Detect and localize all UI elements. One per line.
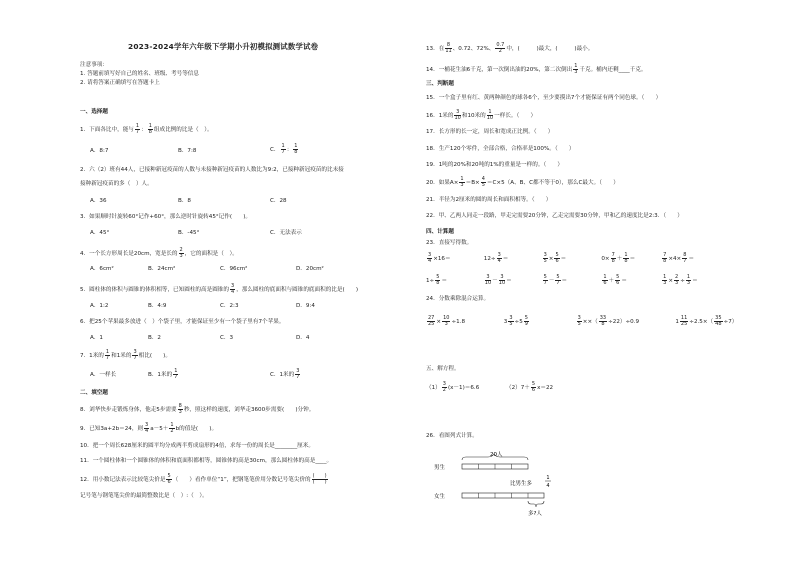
- q2-option-b: B．8: [178, 198, 191, 204]
- fraction: $\frac{3}{7}$: [296, 368, 300, 381]
- fraction: $\frac{1}{8}$: [148, 123, 152, 136]
- question-2-line-1: 2．六（2）班有44人，已接种新冠疫苗的人数与未接种新冠疫苗的人数比为9:2，已接种新冠疫苗的比未接: [80, 167, 344, 173]
- calc-item: $\frac{3}{5}$ × $\frac{5}{6}$ ＝: [543, 252, 567, 265]
- question-7: 7．1米的 $\frac{1}{7}$ 和1米的 $\frac{3}{7}$ 相比( )。: [80, 349, 171, 362]
- fraction: $\frac{1}{2}$: [170, 422, 174, 435]
- notice-item-1: 1. 答题前填写好自己的姓名、班级、考号等信息: [80, 71, 199, 77]
- q5-option-a: A．1:2: [90, 303, 109, 309]
- q7-option-c: C．1米的 $\frac{3}{7}$: [270, 368, 300, 381]
- q24-expressions: [426, 316, 737, 327]
- more-label: 比男生多: [510, 481, 533, 487]
- fraction: $\frac{8}{3}$: [178, 403, 182, 416]
- q7-option-b: B．1米的 $\frac{1}{7}$: [148, 368, 178, 381]
- section-heading-choice: 一、选择题: [80, 109, 108, 115]
- q3-option-b: B．-45°: [178, 230, 200, 236]
- q1-stem-a: 1．下面各比中，能与: [80, 127, 134, 134]
- page-title: 2023-2024学年六年级下学期小升初模拟测试数学试卷: [128, 42, 319, 51]
- question-5: 5．圆柱体的体积与圆锥的体积相等，已知圆柱的高是圆锥的 $\frac{3}{4}$ ，那么圆柱的底面积与圆锥的底面积的比是( ): [80, 283, 359, 296]
- bottom-brace: [528, 501, 544, 507]
- q1-option-a: A．8:7: [90, 148, 109, 154]
- fraction: $\frac{3}{4}$: [231, 283, 235, 296]
- fraction: $\frac{0.7}{2}$: [496, 42, 505, 55]
- question-12-line-2: 记号笔与钢笔笔尖价的最简整数比是（ ）:（ ）。: [80, 493, 208, 499]
- fraction: $\frac{1}{7}$: [105, 349, 110, 362]
- fraction: $\frac{3}{4}$: [145, 422, 149, 435]
- notice-heading: 注意事项：: [80, 62, 108, 68]
- question-19: 19．1吨的20%和20吨的1%的重量是一样的。（ ）: [426, 162, 563, 168]
- section-heading-equation: 五、解方程。: [426, 366, 460, 372]
- fraction: $\frac{3}{2}$: [442, 381, 446, 394]
- fraction: $\frac{1}{3}$: [574, 63, 578, 76]
- q4-option-a: A．6cm²: [90, 266, 114, 272]
- calc-item: 3 $\frac{3}{5}$ ÷5 $\frac{5}{9}$: [503, 315, 528, 328]
- question-6: 6．把25个苹果最多放进（ ）个袋子里，才能保证至少有一个袋子里有7个苹果。: [80, 319, 285, 325]
- calc-item: 1 $\frac{11}{25}$ ÷2.5×（ $\frac{35}{48}$ ÷7）: [675, 315, 738, 328]
- equation-1: （1） $\frac{3}{2}$ (x－1)＝6.6: [426, 381, 480, 394]
- question-4: 4．一个长方形周长是20cm，宽是长的 $\frac{2}{3}$ ，它的面积是（ ）。: [80, 247, 238, 260]
- question-23-label: 23．直接写得数。: [426, 240, 473, 246]
- q6-option-d: D．4: [296, 335, 310, 341]
- question-mark-label: 多?人: [528, 511, 542, 517]
- q1-option-b: B．7:8: [178, 148, 197, 154]
- question-22: 22．甲、乙两人同走一段路，甲走完需要20分钟，乙走完需要30分钟，甲和乙的速度比是2:3．（ ）: [426, 213, 683, 219]
- fraction: $\frac{2}{3}$: [179, 247, 183, 260]
- fraction: $\frac{3}{10}$: [454, 109, 461, 122]
- q2-option-a: A．36: [90, 198, 107, 204]
- calc-item: $\frac{27}{25}$ × $\frac{10}{3}$ ÷1.8: [428, 315, 466, 328]
- calc-item: $\frac{1}{3}$ × $\frac{2}{3}$ ÷ $\frac{1}{3}$ ＝: [663, 274, 698, 287]
- question-20: 20．如果A× $\frac{1}{3}$ ＝B× $\frac{4}{5}$ ＝C×5（A、B、C都不等于0），那么C最大。（ ）: [426, 176, 619, 189]
- line-segment-diagram: [426, 448, 606, 528]
- q5-option-d: D．9:4: [296, 303, 315, 309]
- calc-item: $\frac{7}{8}$ ×4× $\frac{8}{7}$ ＝: [663, 252, 695, 265]
- question-12-line-1: 12．用小数记法表示比较笔尖价是 $\frac{5}{6}$ （ ）看作单位“1”，把钢笔笔价用分数记号笔尖价的 $\frac{( )}{( )}$: [80, 473, 327, 486]
- section-heading-judge: 三、判断题: [426, 81, 454, 87]
- fraction: $\frac{1}{8}$: [294, 143, 298, 156]
- fraction: $\frac{5}{6}$: [531, 381, 536, 394]
- calc-row-1: [426, 253, 694, 264]
- fraction: $\frac{1}{7}$: [281, 143, 285, 156]
- question-8: 8．刘华快步走锻炼身体，他走5步需要 $\frac{8}{3}$ 秒，照这样的速度，刘华走3600步需要( )分钟。: [80, 403, 315, 416]
- fraction: $\frac{5}{6}$: [167, 473, 171, 486]
- q5-option-b: B．4:9: [148, 303, 167, 309]
- q4-option-d: D．20cm²: [296, 266, 324, 272]
- fraction-blank: $\frac{( )}{( )}$: [312, 473, 327, 486]
- fraction: $\frac{1}{3}$: [460, 176, 464, 189]
- fraction: $\frac{1}{7}$: [135, 123, 140, 136]
- question-10: 10．把一个周长628厘米的圆平均分成两半剪成扇形的4倍，求每一份的周长是________厘米。: [80, 443, 314, 449]
- question-1: [80, 124, 213, 135]
- q6-option-c: C．3: [220, 335, 234, 341]
- calc-item: $\frac{5}{7}$ － $\frac{5}{7}$ ＝: [543, 274, 568, 287]
- q1-stem-c: 组成比例的比是（ ）。: [153, 127, 213, 134]
- calc-item: $\frac{3}{5}$ ××（ $\frac{33}{8}$ ÷22）÷0.9: [577, 315, 640, 328]
- q3-option-a: A．45°: [90, 230, 110, 236]
- section-heading-calc: 四、计算题: [426, 229, 454, 235]
- question-11: 11．一个圆柱体和一个圆锥体的体积和底面积都相等，圆锥体的高是30cm，那么圆柱体的高是____。: [80, 458, 333, 464]
- calc-item: 0× $\frac{7}{8}$ ＋ $\frac{1}{8}$ ＝: [601, 252, 636, 265]
- fraction: $\frac{3}{7}$: [133, 349, 137, 362]
- boy-label: 男生: [434, 465, 446, 471]
- q5-option-c: C．2:3: [220, 303, 239, 309]
- question-3: 3．如果顺时针旋转60°记作+60°，那么逆时针旋转45°记作( )。: [80, 214, 252, 220]
- girl-label: 女生: [434, 494, 446, 500]
- question-15: 15．一个盒子里有红、黄两种颜色的球各6个，至少要摸出7个才能保证有两个同色球。（ ）: [426, 95, 662, 101]
- q3-option-c: C．无法表示: [270, 230, 302, 236]
- q2-option-c: C．28: [270, 198, 287, 204]
- calc-item: $\frac{1}{6}$ ＋ $\frac{5}{6}$ ＝: [603, 274, 627, 287]
- calc-item: 12÷ $\frac{3}{4}$ ＝: [483, 252, 509, 265]
- q6-option-b: B．2: [148, 335, 161, 341]
- fraction: $\frac{1}{10}$: [486, 109, 494, 122]
- calc-item: $\frac{3}{10}$ － $\frac{3}{10}$ ＝: [484, 274, 512, 287]
- question-14: 14．一桶花生油6千克，第一次倒出油的20%，第二次倒出 $\frac{1}{3}$ 千克。桶内还剩____千克。: [426, 63, 647, 76]
- q4-option-c: C．96cm²: [220, 266, 248, 272]
- question-2-line-2: 接种新冠疫苗的多（ ）人。: [80, 181, 153, 187]
- q1-colon: ：: [141, 127, 147, 134]
- fraction: $\frac{8}{11}$: [445, 42, 452, 55]
- more-fraction-den: 4: [546, 483, 550, 489]
- fraction: $\frac{1}{7}$: [174, 368, 178, 381]
- question-24-label: 24．分数乘除混合运算。: [426, 296, 490, 302]
- q4-option-b: B．24cm²: [148, 266, 176, 272]
- diagram-top-label: 20人: [490, 452, 503, 458]
- q7-option-a: A．一样长: [90, 372, 117, 378]
- question-13: 13．在 $\frac{8}{11}$ 、0.72、72%、 $\frac{0.7}{2}$ 中，( )最大，( )最小。: [426, 42, 594, 55]
- calc-item: 1÷ $\frac{5}{8}$ ＝: [426, 274, 448, 287]
- section-heading-fill: 二、填空题: [80, 390, 108, 396]
- fraction: $\frac{4}{5}$: [481, 176, 485, 189]
- question-9: 9．已知3a+2b＝24，则 $\frac{3}{4}$ a－5＋ $\frac{1}{2}$ b的值是( )。: [80, 422, 218, 435]
- calc-row-2: [426, 275, 698, 286]
- girl-segment: [462, 493, 544, 498]
- q6-option-a: A．1: [90, 335, 103, 341]
- question-17: 17．长方形的长一定，周长和宽成正比例。（ ）: [426, 129, 554, 135]
- calc-item: $\frac{3}{4}$ ×16＝: [428, 252, 451, 265]
- question-18: 18．生产120个零件，全部合格，合格率是100%。（ ）: [426, 146, 575, 152]
- equation-2: （2）7＋ $\frac{5}{6}$ x＝22: [506, 381, 554, 394]
- q1-option-c: C． $\frac{1}{7}$ ： $\frac{1}{8}$: [270, 143, 298, 156]
- question-21: 21．半径为2厘米的圆的周长和面积相等。（ ）: [426, 197, 552, 203]
- question-16: 16．1米的 $\frac{3}{10}$ 和10米的 $\frac{1}{10}$ 一样长。（ ）: [426, 109, 537, 122]
- section-heading-diagram: 26．看图列式计算。: [426, 433, 478, 439]
- notice-item-2: 2. 请将答案正确填写在答题卡上: [80, 80, 160, 86]
- more-fraction-num: 1: [546, 475, 550, 481]
